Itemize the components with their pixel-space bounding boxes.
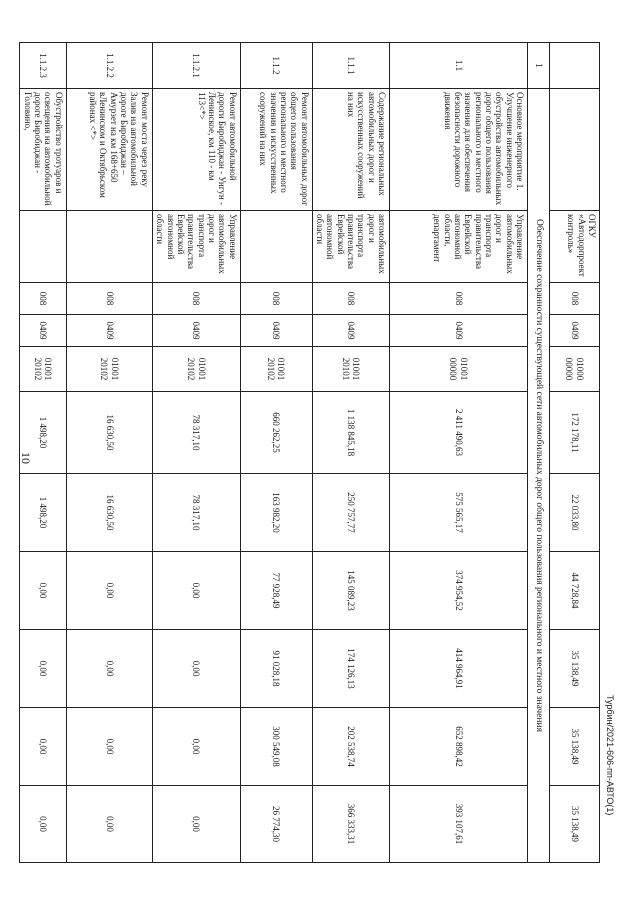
row-rzpr: 0409 bbox=[240, 315, 312, 347]
row-csr: 01001 20102 bbox=[20, 347, 66, 392]
table-row bbox=[66, 43, 152, 863]
row-total: 1 138 845,18 bbox=[312, 392, 389, 474]
row-grbs: 008 bbox=[20, 283, 66, 315]
row-name: Ремонт автомобильных дорог общего пользования регионального и местного значения и искусственных сооружений на них bbox=[240, 89, 312, 211]
row-y2025: 0,00 bbox=[20, 786, 66, 863]
row-y2025: 0,00 bbox=[152, 786, 240, 863]
row-name: Обустройство тротуаров и освещения на автомобильной дороге Биробиджан - Головино, bbox=[20, 89, 66, 211]
header-grbs: 008 bbox=[550, 283, 600, 315]
section-num: 1 bbox=[528, 43, 550, 89]
row-num: 1.1 bbox=[390, 43, 528, 89]
row-rzpr: 0409 bbox=[152, 315, 240, 347]
row-rzpr: 0409 bbox=[66, 315, 152, 347]
row-y2021: 78 317,10 bbox=[152, 474, 240, 552]
table-row bbox=[390, 43, 528, 863]
header-y2022: 44 728,84 bbox=[550, 552, 600, 630]
row-executor: Управление автомобильных дорог и транспорта правительства Еврейской автономной области, департамент bbox=[390, 211, 528, 283]
header-y2023: 35 138,49 bbox=[550, 630, 600, 708]
row-csr: 01001 20102 bbox=[240, 347, 312, 392]
row-y2021: 163 982,20 bbox=[240, 474, 312, 552]
section-row bbox=[528, 43, 550, 863]
row-y2025: 26 774,30 bbox=[240, 786, 312, 863]
header-row bbox=[550, 43, 600, 863]
row-y2021: 1 498,20 bbox=[20, 474, 66, 552]
row-grbs: 008 bbox=[390, 283, 528, 315]
row-grbs: 008 bbox=[240, 283, 312, 315]
row-y2022: 0,00 bbox=[152, 552, 240, 630]
row-csr: 01001 20102 bbox=[152, 347, 240, 392]
row-y2022: 374 954,52 bbox=[390, 552, 528, 630]
row-rzpr: 0409 bbox=[312, 315, 389, 347]
row-executor: автомобильных дорог и транспорта правительства Еврейской автономной области bbox=[312, 211, 389, 283]
row-y2025: 0,00 bbox=[66, 786, 152, 863]
table-row bbox=[20, 43, 66, 863]
header-executor: ОГКУ «Автодорпроект контроль» bbox=[550, 211, 600, 283]
row-y2021: 575 565,17 bbox=[390, 474, 528, 552]
table-row bbox=[240, 43, 312, 863]
row-grbs: 008 bbox=[152, 283, 240, 315]
row-executor bbox=[240, 211, 312, 283]
row-y2025: 366 333,31 bbox=[312, 786, 389, 863]
row-y2023: 0,00 bbox=[20, 630, 66, 708]
row-name: Ремонт автомобильной дороги Биробиджан - Унгун - Ленинское, км 110 - км 113<*> bbox=[152, 89, 240, 211]
section-title: Обеспечение сохранности существующей сети автомобильных дорог общего пользования регионального и местного значения bbox=[528, 89, 550, 863]
rotated-table-container bbox=[22, 42, 600, 862]
row-y2022: 145 089,23 bbox=[312, 552, 389, 630]
row-y2024: 0,00 bbox=[66, 708, 152, 786]
header-name bbox=[550, 89, 600, 211]
row-y2024: 0,00 bbox=[152, 708, 240, 786]
row-y2024: 202 538,74 bbox=[312, 708, 389, 786]
row-grbs: 008 bbox=[312, 283, 389, 315]
table-row bbox=[152, 43, 240, 863]
row-rzpr: 0409 bbox=[390, 315, 528, 347]
header-csr: 01000 00000 bbox=[550, 347, 600, 392]
row-y2023: 0,00 bbox=[152, 630, 240, 708]
row-num: 1.1.2 bbox=[240, 43, 312, 89]
row-total: 2 411 490,63 bbox=[390, 392, 528, 474]
row-executor bbox=[66, 211, 152, 283]
header-y2024: 35 138,49 bbox=[550, 708, 600, 786]
row-y2022: 0,00 bbox=[20, 552, 66, 630]
document-footer: Турбин/2021-606-пп-АВТО(1) bbox=[605, 695, 615, 816]
row-y2024: 652 898,42 bbox=[390, 708, 528, 786]
page-number: 10 bbox=[19, 452, 33, 464]
row-name: Ремонт моста через реку Залив на автомобильной дороге Биробиджан – Амурзет на км 168+650 вЛенинском и Октябрьском районах <*> bbox=[66, 89, 152, 211]
row-executor: Управление автомобильных дорог и транспорта правительства Еврейской автономной области bbox=[152, 211, 240, 283]
header-num bbox=[550, 43, 600, 89]
row-y2021: 16 630,50 bbox=[66, 474, 152, 552]
row-num: 1.1.2.1 bbox=[152, 43, 240, 89]
header-rzpr: 0409 bbox=[550, 315, 600, 347]
row-y2024: 300 549,08 bbox=[240, 708, 312, 786]
header-y2025: 35 138,49 bbox=[550, 786, 600, 863]
row-y2023: 414 964,91 bbox=[390, 630, 528, 708]
row-total: 660 262,25 bbox=[240, 392, 312, 474]
row-name: Содержание региональных автомобильных дорог и искусственных сооружений на них bbox=[312, 89, 389, 211]
row-csr: 01001 20101 bbox=[312, 347, 389, 392]
header-y2021: 22 033,80 bbox=[550, 474, 600, 552]
row-num: 1.1.2.2 bbox=[66, 43, 152, 89]
row-num: 1.1.2.3 bbox=[20, 43, 66, 89]
row-y2022: 77 928,49 bbox=[240, 552, 312, 630]
row-y2025: 393 107,61 bbox=[390, 786, 528, 863]
row-csr: 01001 00000 bbox=[390, 347, 528, 392]
row-grbs: 008 bbox=[66, 283, 152, 315]
row-y2022: 0,00 bbox=[66, 552, 152, 630]
row-y2024: 0,00 bbox=[20, 708, 66, 786]
row-name: Основное мероприятие 1. Улучшение инженерного обустройства автомобильных дорог общего пользования регионального и местного значения для обеспечения безопасности дорожного движения bbox=[390, 89, 528, 211]
row-csr: 01001 20102 bbox=[66, 347, 152, 392]
row-rzpr: 0409 bbox=[20, 315, 66, 347]
row-y2023: 0,00 bbox=[66, 630, 152, 708]
row-total: 1 498,20 bbox=[20, 392, 66, 474]
row-y2023: 91 028,18 bbox=[240, 630, 312, 708]
table-row bbox=[312, 43, 389, 863]
row-y2023: 174 126,13 bbox=[312, 630, 389, 708]
row-total: 78 317,10 bbox=[152, 392, 240, 474]
header-total: 172 178,11 bbox=[550, 392, 600, 474]
row-total: 16 630,50 bbox=[66, 392, 152, 474]
row-num: 1.1.1 bbox=[312, 43, 389, 89]
program-table bbox=[19, 42, 600, 863]
row-executor bbox=[20, 211, 66, 283]
row-y2021: 250 757,77 bbox=[312, 474, 389, 552]
